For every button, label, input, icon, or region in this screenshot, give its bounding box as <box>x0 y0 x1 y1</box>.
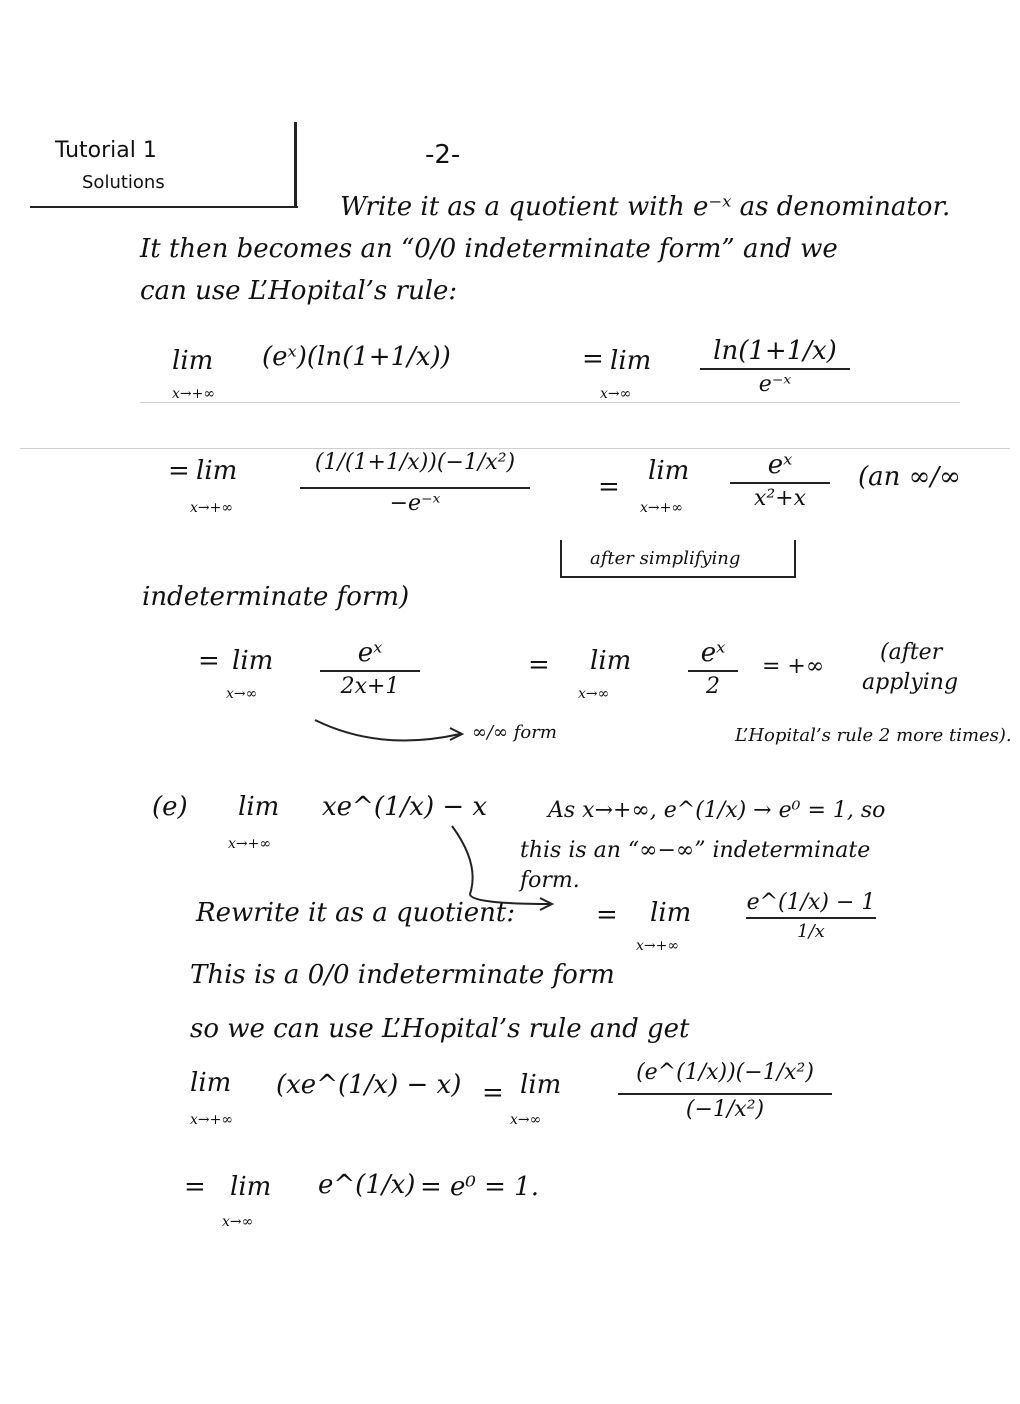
fraction-bar <box>746 917 876 919</box>
last-equals: = <box>184 1172 206 1202</box>
last-lim: lim <box>230 1172 272 1202</box>
rewrite-lim: lim <box>650 898 692 928</box>
eq2-denominator-2: x²+x <box>753 486 807 511</box>
rewrite-text: Rewrite it as a quotient: <box>196 898 516 928</box>
final-lim-sub: x→+∞ <box>190 1112 234 1128</box>
eq1-rhs-lim-sub: x→∞ <box>600 386 632 402</box>
eq3-numerator-2: eˣ <box>700 638 726 668</box>
eq2-equals-2: = <box>598 472 620 502</box>
eq2-denominator: −e⁻ˣ <box>389 491 441 516</box>
final-numerator: (e^(1/x))(−1/x²) <box>636 1060 814 1085</box>
after-simplifying-note: after simplifying <box>590 548 741 569</box>
rewrite-denominator: 1/x <box>797 921 825 942</box>
eq1-rhs-lim: lim <box>610 346 652 376</box>
rewrite-equals: = <box>596 900 618 930</box>
rewrite-fraction <box>746 890 876 942</box>
header-divider-horizontal <box>30 206 298 208</box>
eq3-lim-sub: x→∞ <box>226 686 258 702</box>
eq2-fraction <box>300 450 530 516</box>
eq3-lim-2: lim <box>590 646 632 676</box>
final-denominator: (−1/x²) <box>685 1097 765 1122</box>
eq3-denominator: 2x+1 <box>340 674 400 699</box>
eq2-lim: lim <box>196 456 238 486</box>
rewrite-lim-sub: x→+∞ <box>636 938 680 954</box>
eq3-lim: lim <box>232 646 274 676</box>
eq3-note-line-3: L’Hopital’s rule 2 more times). <box>735 725 1012 746</box>
intro-line-1: Write it as a quotient with e⁻ˣ as denominator. <box>340 192 951 222</box>
eq2-lim-sub: x→+∞ <box>190 500 234 516</box>
eq1-equals: = <box>582 344 604 374</box>
part-e-label: (e) <box>152 792 188 822</box>
final-lim-2: lim <box>520 1070 562 1100</box>
eq1-rhs-denominator: e⁻ˣ <box>758 372 792 397</box>
eq3-equals-2: = <box>528 650 550 680</box>
header-divider-vertical <box>294 122 297 208</box>
final-expr: (xe^(1/x) − x) <box>276 1070 462 1100</box>
header-subtitle: Solutions <box>82 172 165 193</box>
eq3-denominator-2: 2 <box>706 674 720 699</box>
final-lim-2-sub: x→∞ <box>510 1112 542 1128</box>
this-is-text: This is a 0/0 indeterminate form <box>190 960 615 990</box>
fraction-bar <box>320 670 420 672</box>
final-fraction <box>618 1060 832 1122</box>
final-lim: lim <box>190 1068 232 1098</box>
eq3-fraction-2 <box>688 638 738 699</box>
eq3-result: = +∞ <box>762 654 825 679</box>
eq1-lhs-expr: (eˣ)(ln(1+1/x)) <box>262 342 451 372</box>
eq3-note-line-2: applying <box>862 670 959 695</box>
intro-line-2: It then becomes an “0/0 indeterminate form” and we <box>140 234 838 264</box>
part-e-lim: lim <box>238 792 280 822</box>
eq3-fraction <box>320 638 420 699</box>
eq2-numerator-2: eˣ <box>767 450 793 480</box>
eq2-lim-2: lim <box>648 456 690 486</box>
eq3-lim-2-sub: x→∞ <box>578 686 610 702</box>
so-we-text: so we can use L’Hopital’s rule and get <box>190 1014 690 1044</box>
last-result: = e⁰ = 1. <box>420 1172 539 1202</box>
fraction-bar <box>618 1093 832 1095</box>
page-number: -2- <box>425 140 461 170</box>
part-e-note-2: this is an “∞−∞” indeterminate <box>520 838 871 863</box>
last-lim-sub: x→∞ <box>222 1214 254 1230</box>
part-e-lim-sub: x→+∞ <box>228 836 272 852</box>
eq2-lim-2-sub: x→+∞ <box>640 500 684 516</box>
last-expr: e^(1/x) <box>318 1170 416 1200</box>
eq3-arrow-note: ∞/∞ form <box>472 722 557 743</box>
eq1-rhs-numerator: ln(1+1/x) <box>713 336 837 366</box>
eq2-continued: indeterminate form) <box>142 582 410 612</box>
eq1-lim-sub: x→+∞ <box>172 386 216 402</box>
header-title: Tutorial 1 <box>55 138 157 163</box>
eq3-numerator: eˣ <box>357 638 383 668</box>
ruled-line <box>20 448 1010 449</box>
fraction-bar <box>688 670 738 672</box>
eq1-lim: lim <box>172 346 214 376</box>
rewrite-numerator: e^(1/x) − 1 <box>746 890 876 915</box>
eq3-equals: = <box>198 646 220 676</box>
eq3-note-line-1: (after <box>880 640 943 665</box>
ruled-line <box>140 402 960 403</box>
part-e-note-3: form. <box>520 868 580 893</box>
eq2-note: (an ∞/∞ <box>858 462 961 492</box>
fraction-bar <box>700 368 850 370</box>
eq2-equals: = <box>168 456 190 486</box>
arrow-curve-icon <box>310 712 470 748</box>
fraction-bar <box>730 482 830 484</box>
final-equals: = <box>482 1078 504 1108</box>
fraction-bar <box>300 487 530 489</box>
part-e-expr: xe^(1/x) − x <box>322 792 488 822</box>
eq2-numerator: (1/(1+1/x))(−1/x²) <box>314 450 516 475</box>
eq1-rhs-fraction <box>700 336 850 397</box>
eq2-fraction-2 <box>730 450 830 511</box>
intro-line-3: can use L’Hopital’s rule: <box>140 276 458 306</box>
part-e-note-1: As x→+∞, e^(1/x) → e⁰ = 1, so <box>548 798 886 823</box>
